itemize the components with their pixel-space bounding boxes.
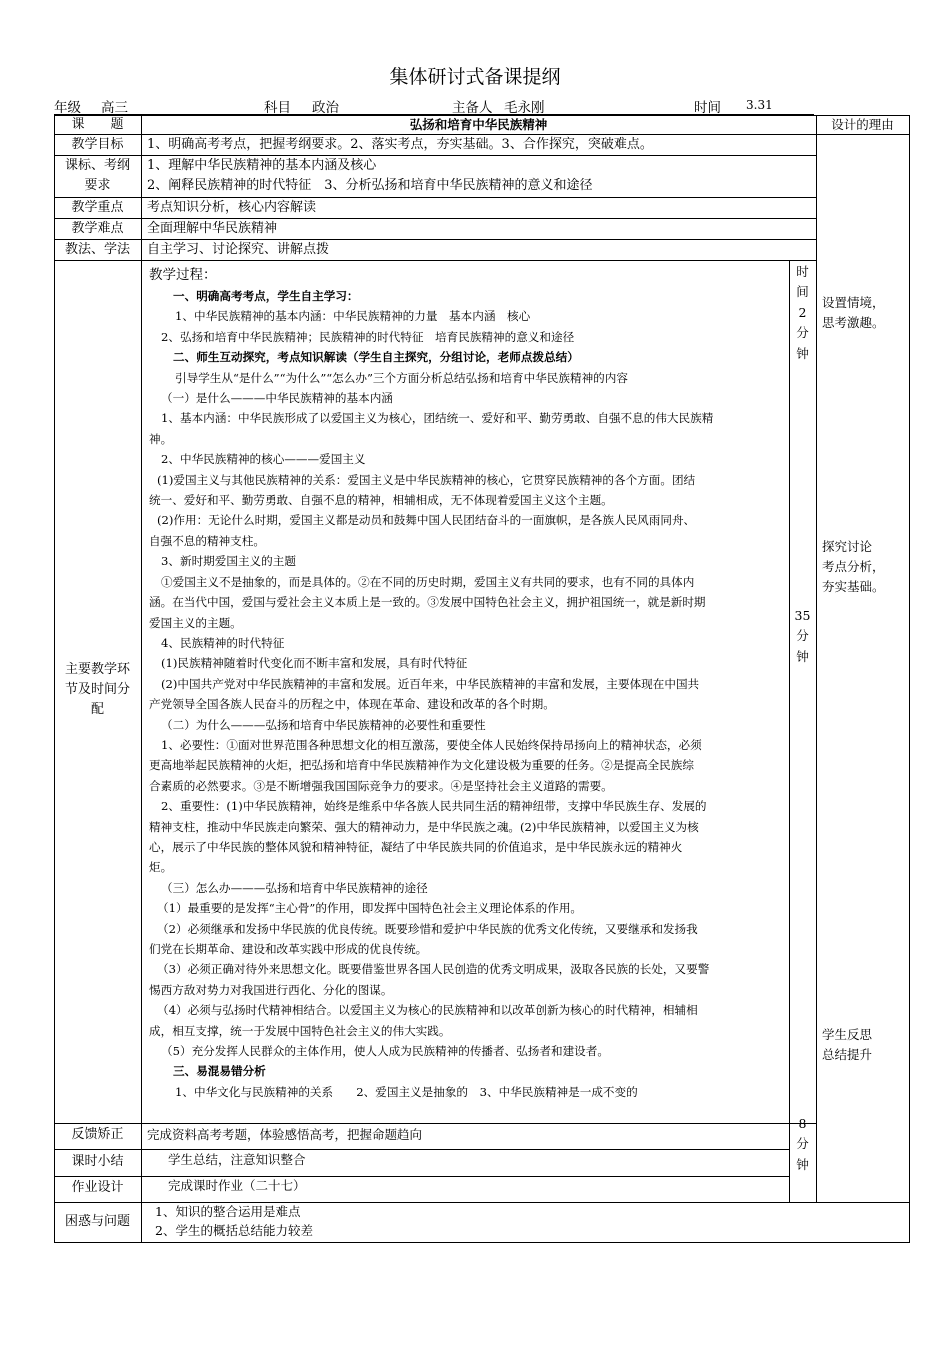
standard-item-2: 2、阐释民族精神的时代特征 3、分析弘扬和培育中华民族精神的意义和途径: [147, 178, 593, 193]
process-line: 1、基本内涵：中华民族形成了以爱国主义为核心，团结统一、爱好和平、勤劳勇敢、自强不息的伟大民族精: [161, 411, 714, 426]
process-line: 爱国主义的主题。: [149, 615, 242, 630]
time-char: 2: [798, 304, 807, 320]
grade-value: 高三: [101, 100, 128, 116]
process-line: 自强不息的精神支柱。: [149, 533, 265, 548]
process-line: ①爱国主义不是抽象的，而是具体的。②在不同的历史时期，爱国主义有共同的要求，也有不同的具体内: [161, 574, 695, 589]
process-heading: 教学过程：: [149, 267, 217, 283]
process-line: 神。: [149, 431, 173, 446]
time-label: 时间: [694, 100, 721, 116]
process-label-1: 主要教学环: [64, 662, 130, 677]
problem-item-1: 1、知识的整合运用是难点: [155, 1204, 301, 1219]
section-1-heading: 一、明确高考考点，学生自主学习：: [173, 289, 359, 303]
process-line: 2、重要性：(1)中华民族精神，始终是维系中华各族人民共同生活的精神纽带，支撑中华民族生存、发展的: [161, 799, 707, 814]
time-char: 8: [798, 1116, 807, 1131]
problem-label: 困惑与问题: [64, 1214, 130, 1229]
process-line: 合素质的必然要求。③是不断增强我国国际竞争力的要求。④是坚持社会主义道路的需要。: [149, 778, 613, 793]
preparer-label: 主备人: [452, 100, 493, 116]
time-char: 分: [796, 325, 809, 341]
reason-line: 思考激趣。: [822, 315, 885, 330]
summary-value: 学生总结，注意知识整合: [168, 1152, 306, 1167]
summary-label: 课时小结: [71, 1154, 124, 1169]
time-allocation-1: [789, 262, 816, 364]
subsection-what: （一）是什么———中华民族精神的基本内涵: [161, 391, 393, 406]
section-2-heading: 二、师生互动探究，考点知识解读（学生自主探究，分组讨论，老师点拨总结）: [173, 350, 579, 365]
process-line: (2)作用：无论什么时期，爱国主义都是动员和鼓舞中国人民团结奋斗的一面旗帜，是各族人民风雨同舟、: [157, 513, 696, 528]
process-line: 1、中华民族精神的基本内涵：中华民族精神的力量 基本内涵 核心: [175, 309, 531, 324]
method-value: 自主学习、讨论探究、讲解点拨: [147, 242, 330, 257]
reason-line: 设置情境，: [822, 295, 885, 310]
document-title: 集体研讨式备课提纲: [389, 66, 561, 88]
subsection-how: （三）怎么办———弘扬和培育中华民族精神的途径: [161, 880, 428, 895]
process-label-2: 节及时间分: [64, 682, 130, 697]
process-line: 1、中华文化与民族精神的关系 2、爱国主义是抽象的 3、中华民族精神是一成不变的: [175, 1084, 638, 1099]
process-label-3: 配: [90, 702, 104, 717]
goal-value: 1、明确高考考点，把握考纲要求。2、落实考点，夯实基础。3、合作探究，突破难点。: [147, 137, 653, 152]
process-line: (1)民族精神随着时代变化而不断丰富和发展，具有时代特征: [161, 656, 468, 671]
time-char: 间: [796, 284, 809, 300]
subsection-why: （二）为什么———弘扬和培育中华民族精神的必要性和重要性: [161, 717, 486, 732]
standard-label-2: 要求: [84, 178, 111, 193]
reason-1: [822, 293, 908, 333]
process-line: （1）最重要的是发挥“主心骨”的作用，即发挥中国特色社会主义理论体系的作用。: [157, 901, 583, 916]
time-char: 时: [796, 264, 809, 279]
time-value: 3.31: [746, 98, 773, 112]
feedback-value: 完成资料高考考题，体验感悟高考，把握命题趋向: [147, 1127, 423, 1142]
time-char: 分: [796, 628, 809, 644]
key-value: 考点知识分析，核心内容解读: [147, 200, 317, 215]
process-line: （4）必须与弘扬时代精神相结合。以爱国主义为核心的民族精神和以改革创新为核心的时代精神，相辅相: [157, 1003, 698, 1018]
process-line: (1)爱国主义与其他民族精神的关系：爱国主义是中华民族精神的核心，它贯穿民族精神的各个方面。团结: [157, 472, 696, 487]
goal-label: 教学目标: [71, 137, 124, 152]
process-line: （2）必须继承和发扬中华民族的优良传统。既要珍惜和爱护中华民族的优秀文化传统，又要继承和发扬我: [157, 921, 698, 936]
process-line: 产党领导全国各族人民奋斗的历程之中，体现在革命、建设和改革的各个时期。: [149, 697, 555, 712]
time-allocation-3: [789, 1114, 816, 1175]
key-label: 教学重点: [71, 200, 124, 215]
topic-value: 弘扬和培育中华民族精神: [409, 117, 548, 132]
standard-item-1: 1、理解中华民族精神的基本内涵及核心: [147, 158, 377, 173]
section-3-heading: 三、易混易错分析: [173, 1064, 266, 1079]
process-line: 炬。: [149, 860, 173, 875]
meta-row: [54, 96, 910, 116]
time-char: 钟: [796, 648, 809, 664]
time-char: 分: [796, 1136, 809, 1152]
reason-line: 考点分析，: [822, 559, 885, 574]
process-line: 1、必要性：①面对世界范围各种思想文化的相互激荡，要使全体人民始终保持昂扬向上的精神状态，必须: [161, 737, 702, 752]
process-line: (2)中国共产党对中华民族精神的丰富和发展。近百年来，中华民族精神的丰富和发展，主要体现在中国共: [161, 676, 700, 691]
homework-label: 作业设计: [71, 1180, 124, 1195]
process-line: 精神支柱，推动中华民族走向繁荣、强大的精神动力，是中华民族之魂。(2)中华民族精神，以爱国主义为核: [149, 819, 699, 834]
preparer-value: 毛永刚: [504, 100, 545, 116]
subject-label: 科目: [264, 100, 291, 116]
homework-value: 完成课时作业（二十七）: [168, 1178, 306, 1193]
process-line: 惕西方敌对势力对我国进行西化、分化的图谋。: [149, 982, 393, 997]
time-char: 钟: [796, 1156, 809, 1172]
difficulty-label: 教学难点: [71, 221, 124, 236]
reason-line: 夯实基础。: [822, 579, 885, 594]
reason-header: 设计的理由: [831, 117, 894, 132]
process-line: （3）必须正确对待外来思想文化。既要借鉴世界各国人民创造的优秀文明成果，汲取各民族的长处，又要警: [157, 962, 710, 977]
feedback-label: 反馈矫正: [71, 1127, 124, 1142]
method-label: 教法、学法: [64, 242, 130, 257]
standard-label-1: 课标、考纲: [64, 158, 130, 173]
process-line: 2、中华民族精神的核心———爱国主义: [161, 452, 366, 467]
subject-value: 政治: [312, 100, 339, 116]
difficulty-value: 全面理解中华民族精神: [147, 221, 278, 236]
teaching-process: [143, 265, 789, 1102]
problem-item-2: 2、学生的概括总结能力较差: [155, 1223, 313, 1238]
reason-2: [822, 537, 908, 597]
time-char: 35: [794, 608, 811, 623]
reason-line: 学生反思: [822, 1027, 873, 1042]
process-line: 4、民族精神的时代特征: [161, 635, 285, 650]
reason-3: [822, 1025, 908, 1065]
process-line: 涵。在当代中国，爱国与爱社会主义本质上是一致的。③发展中国特色社会主义，拥护祖国统一，就是新时期: [149, 595, 706, 610]
process-line: （5）充分发挥人民群众的主体作用，使人人成为民族精神的传播者、弘扬者和建设者。: [161, 1044, 609, 1059]
grade-label: 年级: [54, 100, 81, 116]
process-line: 统一、爱好和平、勤劳勇敢、自强不息的精神，相辅相成，无不体现着爱国主义这个主题。: [149, 493, 613, 508]
reason-line: 探究讨论: [822, 539, 873, 554]
process-line: 引导学生从“是什么”“为什么”“怎么办”三个方面分析总结弘扬和培育中华民族精神的内容: [175, 370, 628, 385]
process-line: 更高地举起民族精神的火炬，把弘扬和培育中华民族精神作为文化建设极为重要的任务。②是提高全民族综: [149, 758, 694, 773]
process-line: 2、弘扬和培育中华民族精神；民族精神的时代特征 培育民族精神的意义和途径: [161, 329, 575, 344]
time-allocation-2: [789, 606, 816, 667]
process-line: 3、新时期爱国主义的主题: [161, 554, 296, 569]
process-line: 们党在长期革命、建设和改革实践中形成的优良传统。: [149, 942, 428, 956]
topic-label: 课 题: [71, 117, 124, 132]
reason-line: 总结提升: [822, 1047, 873, 1062]
process-line: 成，相互支撑，统一于发展中国特色社会主义的伟大实践。: [149, 1023, 451, 1038]
process-line: 心，展示了中华民族的整体风貌和精神特征，凝结了中华民族共同的价值追求，是中华民族永远的精神火: [149, 839, 683, 854]
time-char: 钟: [796, 345, 809, 361]
